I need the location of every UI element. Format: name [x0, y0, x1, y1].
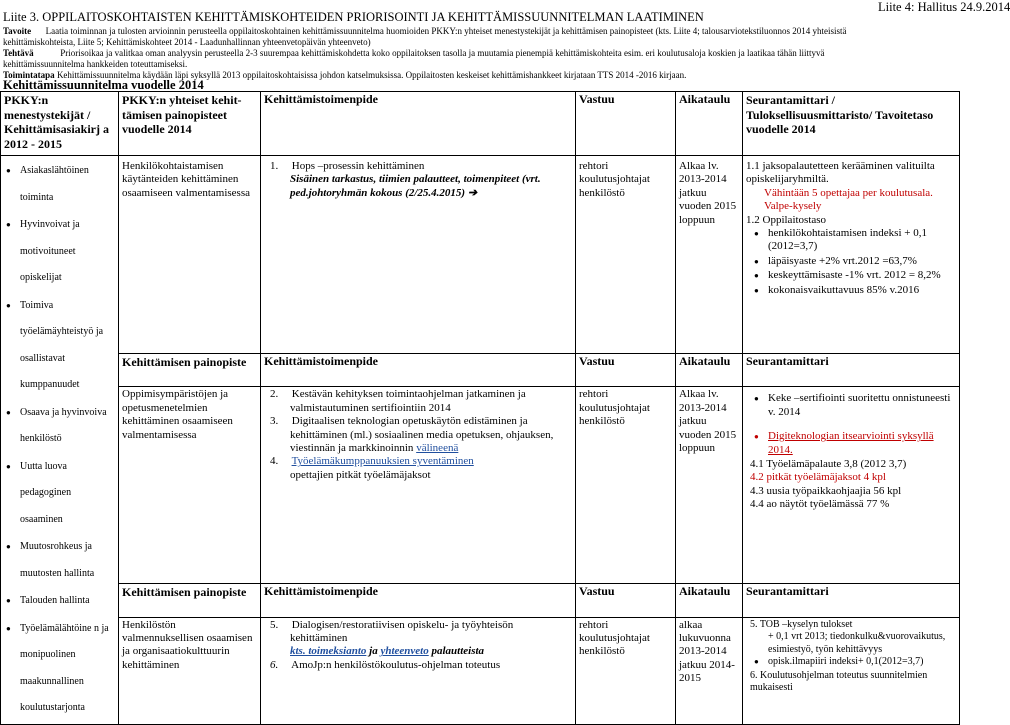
measure-3: [264, 415, 572, 455]
task-label: Tehtävä: [3, 48, 34, 58]
method-text: Kehittämissuunnitelma käydään läpi syksyllä 2013 oppilaitoskohtaisissa johdon katselmuksissa. Oppilaitosten keskeiset kehittämishankkeet kirjataan TTS 2014 -2016 kirjaan.: [56, 70, 687, 80]
col-schedule-header: Aikataulu: [676, 92, 743, 156]
responsible-cell-3: rehtori koulutusjohtajat henkilöstö: [576, 617, 676, 724]
schedule-subheader-2: Aikataulu: [676, 354, 743, 387]
list-item: ● Hyvinvoivat ja motivoituneet opiskelijat: [20, 212, 115, 292]
metric-4-3: 4.3 uusia työpaikkaohjaajia 56 kpl: [750, 484, 902, 497]
measure-bold-text: Sisäinen tarkastus, tiimien palautteet, toimenpiteet (vrt. ped.johtoryhmän kokous (2/25.4.2015): [290, 173, 541, 199]
measure-text: Dialogisen/restoratiivisen opiskelu- ja työyhteisön kehittäminen: [290, 618, 514, 645]
measure-number: 5.: [270, 618, 279, 631]
metric-subheader-2: Seurantamittari: [743, 354, 960, 387]
metric-3-list: [746, 430, 956, 457]
measure-link[interactable]: välineenä: [416, 442, 459, 455]
table-subheader-row: [1, 354, 960, 387]
task-row: [3, 48, 959, 59]
metric-1-1-red: Vähintään 5 opettajaa per koulutusala. Valpe-kysely: [764, 186, 933, 213]
measure-5: [264, 619, 572, 646]
table-row: [1, 617, 960, 724]
measure-text: palautteista: [431, 645, 485, 658]
list-item: ● Digiteknologian itsearviointi syksyllä 2014.: [768, 430, 956, 457]
schedule-cell-1: Alkaa lv. 2013-2014 jatkuu vuoden 2015 loppuun: [676, 156, 743, 354]
metric-cell-1: [743, 156, 960, 354]
table-row: [1, 156, 960, 354]
metric-1-1: 1.1 jaksopalautetteen kerääminen valituilta opiskelijaryhmiltä.: [746, 160, 935, 186]
col-metric-header: Seurantamittari / Tuloksellisuusmittaristo/ Tavoitetaso vuodelle 2014: [743, 92, 960, 156]
page-title: Liite 3. OPPILAITOSKOHTAISTEN KEHITTÄMISKOHTEIDEN PRIORISOINTI JA KEHITTÄMISSUUNNITELMAN LAATIMINEN: [3, 10, 704, 24]
list-item: ● Muutosrohkeus ja muutosten hallinta: [20, 534, 115, 587]
goal-text-2: kehittämiskohteista, Liite 5; Kehittämiskohteet 2014 - Laadunhallinnan yhteenvetopäivän yhteenveto): [3, 37, 371, 47]
focus-subheader-3: Kehittämisen painopiste: [119, 584, 261, 617]
measure-number: 2.: [270, 388, 279, 401]
measure-cell-2: [261, 387, 576, 584]
yhteenveto-link[interactable]: yhteenveto: [380, 645, 429, 658]
responsible-subheader-3: Vastuu: [576, 584, 676, 617]
attachment-line: Liite 4: Hallitus 24.9.2014: [878, 0, 1010, 14]
col-responsible-header: Vastuu: [576, 92, 676, 156]
list-item: ● Työelämälähtöine n ja monipuolinen maakunnallinen koulutustarjonta: [20, 616, 115, 722]
list-item: ● Asiakaslähtöinen toiminta: [20, 158, 115, 211]
measure-text: AmoJp:n henkilöstökoulutus-ohjelman toteutus: [291, 658, 501, 671]
metric-1-2-list: [746, 227, 956, 297]
success-factors-cell: [1, 156, 119, 725]
schedule-cell-3: alkaa lukuvuonna 2013-2014 jatkuu 2014-2015: [676, 617, 743, 724]
plan-title: Kehittämissuunnitelma vuodelle 2014: [3, 78, 204, 92]
measure-subheader-3: Kehittämistoimenpide: [261, 584, 576, 617]
list-item: ● kokonaisvaikuttavuus 85% v.2016: [768, 284, 956, 297]
arrow-icon: ➔: [467, 186, 478, 199]
col-focus-header: PKKY:n yhteiset kehit-tämisen painopisteet vuodelle 2014: [119, 92, 261, 156]
measure-text: opettajien pitkät työelämäjaksot: [290, 468, 431, 481]
focus-cell-1: Henkilökohtaistamisen käytänteiden kehittäminen osaamiseen valmentamisessa: [119, 156, 261, 354]
focus-cell-3: Henkilöstön valmennuksellisen osaamisen ja organisaatiokulttuurin kehittäminen: [119, 617, 261, 724]
list-item: ● keskeyttämisaste -1% vrt. 2012 = 8,2%: [768, 269, 956, 282]
method-label: Toimintatapa: [3, 70, 55, 80]
metric-2-list: [746, 392, 956, 419]
col-success-factors-header: PKKY:n menestystekijät / Kehittämisasiakirj a 2012 - 2015: [1, 92, 119, 156]
metric-cell-3: [743, 617, 960, 724]
goal-text: Laatia toiminnan ja tulosten arvioinnin perusteella oppilaitoskohtainen kehittämissuunnitelma huomioiden PKKY:n yhteiset menestystekijät ja kehittämisen painopisteet (kts. Liite 4; talousarviotekstiluonnos 2014 yhteisistä: [45, 26, 847, 36]
measure-6: [264, 659, 572, 672]
measure-5-links: [264, 645, 572, 658]
task-text-2: kehittämissuunnitelma hankkeiden toteuttamiseksi.: [3, 59, 188, 69]
list-item: ● henkilökohtaistamisen indeksi + 0,1 (2012=3,7): [768, 227, 956, 254]
list-item: ● läpäisyaste +2% vrt.2012 =63,7%: [768, 255, 956, 268]
metric-6: 6. Koulutusohjelman toteutus suunnitelmien mukaisesti: [750, 669, 928, 694]
toimeksianto-link[interactable]: kts. toimeksianto: [290, 645, 367, 658]
col-measure-header: Kehittämistoimenpide: [261, 92, 576, 156]
focus-subheader-2: Kehittämisen painopiste: [119, 354, 261, 387]
measure-text: ja: [369, 645, 378, 658]
responsible-cell-2: rehtori koulutusjohtajat henkilöstö: [576, 387, 676, 584]
metric-4-1: 4.1 Työelämäpalaute 3,8 (2012 3,7): [750, 458, 907, 471]
list-item: ● Osaava ja hyvinvoiva henkilöstö: [20, 400, 115, 453]
metric-1-2: 1.2 Oppilaitostaso: [746, 213, 827, 226]
responsible-cell-1: rehtori koulutusjohtajat henkilöstö: [576, 156, 676, 354]
list-item: ● Uutta luova pedagoginen osaaminen: [20, 454, 115, 534]
metric-5-list: [746, 656, 956, 669]
measure-number: 4.: [270, 455, 279, 468]
measure-2: [264, 388, 572, 415]
list-item: ● Talouden hallinta: [20, 588, 115, 615]
measure-subheader-2: Kehittämistoimenpide: [261, 354, 576, 387]
table-row: [1, 387, 960, 584]
list-item: ● Toimiva työelämäyhteistyö ja osallistavat kumppanuudet: [20, 293, 115, 399]
metric-cell-2: [743, 387, 960, 584]
metric-5-detail: + 0,1 vrt 2013; tiedonkulku&vuorovaikutus, esimiestyö, työn kehittävyys: [768, 631, 946, 655]
metric-5: 5. TOB –kyselyn tulokset: [750, 618, 853, 630]
metric-4-4: 4.4 ao näytöt työelämässä 77 %: [750, 498, 890, 511]
focus-cell-2: Oppimisympäristöjen ja opetusmenetelmien kehittäminen osaamiseen valmentamisessa: [119, 387, 261, 584]
goal-label: Tavoite: [3, 26, 32, 36]
plan-table: [0, 91, 960, 725]
measure-number: 3.: [270, 415, 279, 428]
task-text: Priorisoikaa ja valitkaa oman analyysin perusteella 2-3 suurempaa kehittämiskohdetta koko oppilaitoksen tasolla ja muutamia pienempiä kehittämiskohteita esim. eri koulutusaloja koskien ja laatikaa tähän liittyvä: [60, 48, 825, 58]
measure-number: 6.: [270, 658, 279, 671]
measure-text: Digitaalisen teknologian opetuskäytön edistäminen ja kehittäminen (ml.) sosiaalinen media opetuksen, ohjauksen, viestinnän ja markkinoinnin: [290, 415, 554, 455]
measure-cell-3: [261, 617, 576, 724]
list-item: ● opisk.ilmapiiri indeksi+ 0,1(2012=3,7): [768, 656, 956, 669]
metric-4-2: 4.2 pitkät työelämäjaksot 4 kpl: [750, 471, 886, 484]
schedule-subheader-3: Aikataulu: [676, 584, 743, 617]
list-item: ● Keke –sertifiointi suoritettu onnistuneesti v. 2014: [768, 392, 956, 419]
measure-text: Hops –prosessin kehittäminen: [291, 160, 425, 172]
table-header-row: [1, 92, 960, 156]
schedule-cell-2: Alkaa lv. 2013-2014 jatkuu vuoden 2015 loppuun: [676, 387, 743, 584]
metric-subheader-3: Seurantamittari: [743, 584, 960, 617]
measure-4: [264, 455, 572, 482]
measure-link[interactable]: Työelämäkumppanuuksien syventäminen: [291, 455, 474, 468]
responsible-subheader-2: Vastuu: [576, 354, 676, 387]
success-factors-list: [4, 158, 115, 722]
measure-text: Kestävän kehityksen toimintaohjelman jatkaminen ja valmistautuminen sertifiointiin 2014: [290, 388, 526, 414]
measure-cell-1: [261, 156, 576, 354]
measure-number: 1.: [270, 160, 279, 172]
goal-row: [3, 26, 959, 37]
table-subheader-row: [1, 584, 960, 617]
